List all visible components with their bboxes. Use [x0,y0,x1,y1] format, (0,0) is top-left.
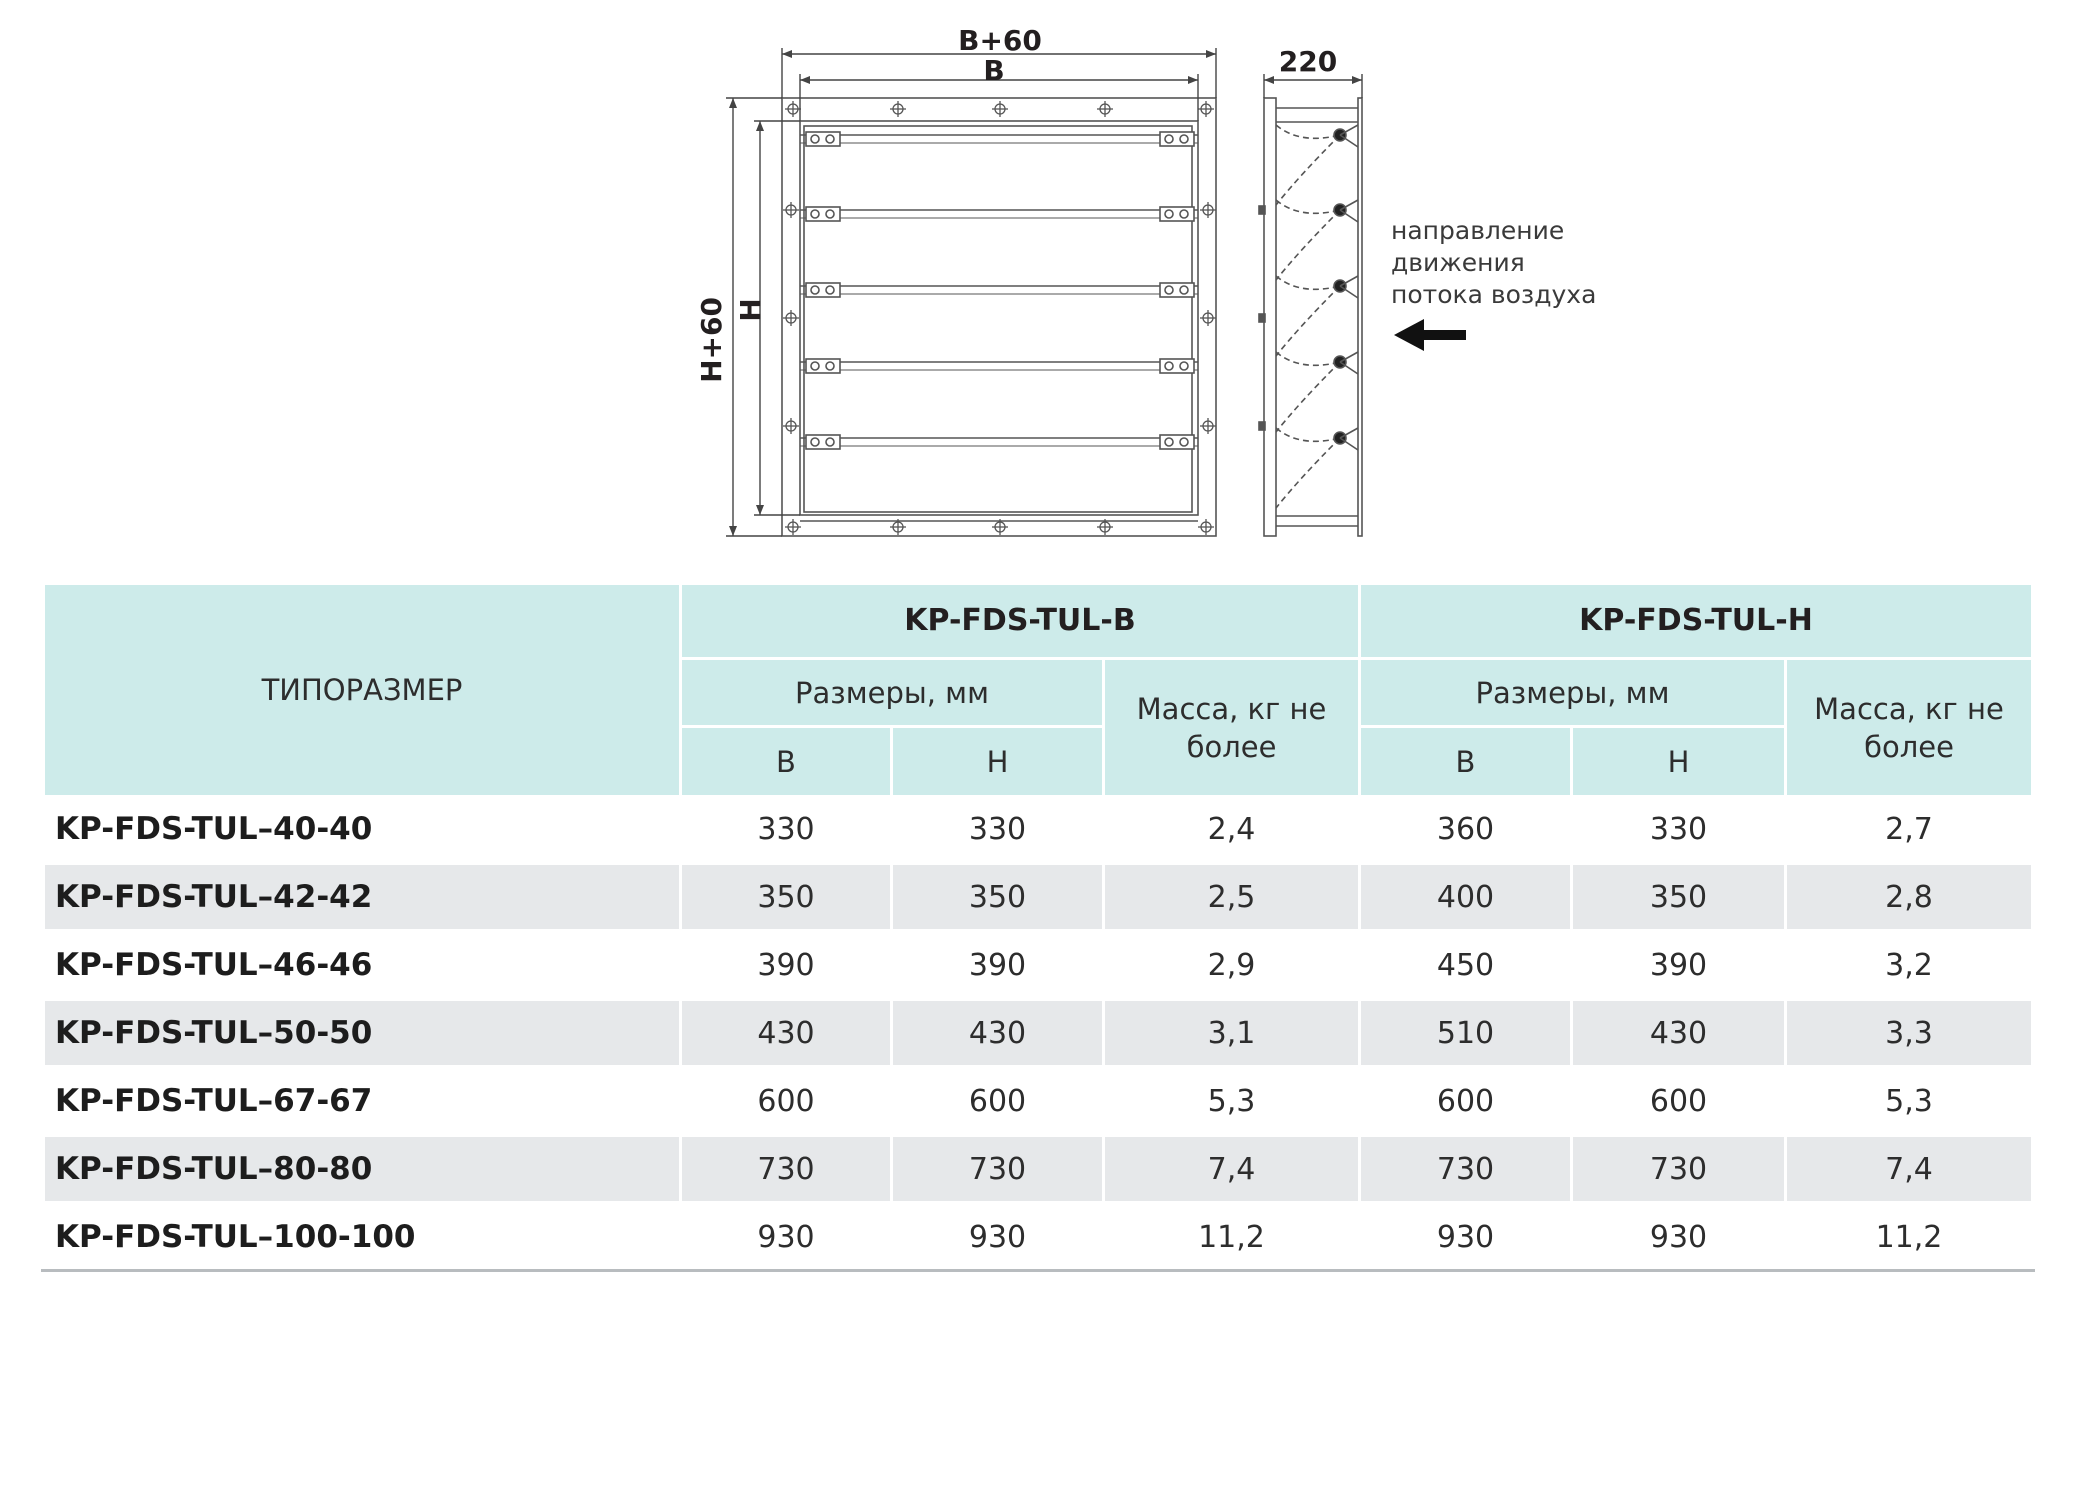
cell-h1: 930 [968,1219,1027,1255]
cell-h1: 390 [968,947,1027,983]
cell-b2: 510 [1436,1015,1495,1051]
header-mass-b: Масса, кг не более [1105,660,1358,795]
table-row [45,1069,2031,1133]
airflow-direction-label [1391,215,1596,311]
cell-m1: 7,4 [1207,1151,1256,1187]
dim-label-220: 220 [1278,45,1338,78]
row-name: KP-FDS-TUL–80-80 [55,1151,373,1187]
table-row [45,797,2031,861]
cell-h2: 330 [1649,811,1708,847]
cell-b1: 730 [757,1151,815,1187]
cell-h2: 930 [1649,1219,1708,1255]
airflow-arrow-icon [1394,319,1466,351]
cell-b1: 390 [757,947,815,983]
column-separator [679,797,682,1269]
row-name: KP-FDS-TUL–40-40 [55,811,373,847]
cell-h1: 430 [968,1015,1027,1051]
cell-b1: 930 [757,1219,815,1255]
cell-h1: 330 [968,811,1027,847]
cell-m1: 2,5 [1207,879,1256,915]
cell-b2: 730 [1436,1151,1495,1187]
column-separator [1784,797,1787,1269]
column-separator [890,797,893,1269]
cell-m2: 7,4 [1885,1151,1933,1187]
cell-h2: 430 [1649,1015,1708,1051]
cell-b2: 360 [1436,811,1495,847]
row-name: KP-FDS-TUL–42-42 [55,879,373,915]
cell-m2: 11,2 [1875,1219,1943,1255]
table-row [45,1205,2031,1269]
column-separator [1570,797,1573,1269]
side-view [1259,98,1362,536]
header-dimensions-b: Размеры, мм [682,660,1102,725]
cell-b1: 330 [757,811,815,847]
cell-b1: 430 [757,1015,815,1051]
header-type-size: ТИПОРАЗМЕР [45,585,679,795]
header-col-h2: H [1573,728,1784,795]
airflow-label-line: потока воздуха [1391,280,1597,309]
table-row [45,933,2031,997]
cell-m2: 3,2 [1885,947,1933,983]
cell-h1: 600 [968,1083,1027,1119]
cell-h2: 600 [1649,1083,1708,1119]
cell-m2: 2,7 [1885,811,1933,847]
cell-m1: 2,9 [1207,947,1256,983]
airflow-label-line: движения [1391,248,1525,277]
flange-holes [783,101,1216,535]
table-row [45,1137,2031,1201]
cell-b2: 600 [1436,1083,1495,1119]
front-view [782,98,1216,536]
cell-m1: 3,1 [1207,1015,1256,1051]
header-dimensions-h: Размеры, мм [1361,660,1784,725]
dim-label-b60: B+60 [958,24,1042,57]
table-bottom-rule [41,1269,2035,1272]
cell-b2: 450 [1436,947,1495,983]
table-body [45,797,2031,1487]
column-separator [1358,797,1361,1269]
cell-b2: 400 [1436,879,1495,915]
header-group-b: KP-FDS-TUL-B [682,585,1358,657]
header-group-h: KP-FDS-TUL-H [1361,585,2031,657]
dim-label-h60: H+60 [695,297,728,383]
cell-m2: 2,8 [1885,879,1933,915]
column-separator [1102,797,1105,1269]
cell-b1: 350 [757,879,815,915]
cell-h2: 350 [1649,879,1708,915]
row-name: KP-FDS-TUL–50-50 [55,1015,373,1051]
header-col-b2: B [1361,728,1570,795]
cell-h2: 730 [1649,1151,1708,1187]
cell-h2: 390 [1649,947,1708,983]
cell-m2: 5,3 [1885,1083,1933,1119]
cell-b2: 930 [1436,1219,1495,1255]
table-row [45,1001,2031,1065]
cell-m1: 5,3 [1207,1083,1256,1119]
cell-m2: 3,3 [1885,1015,1933,1051]
damper-drawing-svg [0,0,2074,560]
dim-label-b: B [983,54,1005,87]
table-row [45,865,2031,929]
technical-drawing [0,0,2074,560]
header-col-h1: H [893,728,1102,795]
header-col-b1: B [682,728,890,795]
cell-h1: 350 [968,879,1027,915]
cell-m1: 11,2 [1198,1219,1265,1255]
row-name: KP-FDS-TUL–46-46 [55,947,373,983]
row-name: KP-FDS-TUL–67-67 [55,1083,373,1119]
cell-h1: 730 [968,1151,1027,1187]
airflow-label-line: направление [1391,216,1565,245]
row-name: KP-FDS-TUL–100-100 [55,1219,416,1255]
cell-m1: 2,4 [1207,811,1256,847]
cell-b1: 600 [757,1083,815,1119]
dim-label-h: H [734,298,767,322]
header-mass-h: Масса, кг не более [1787,660,2031,795]
